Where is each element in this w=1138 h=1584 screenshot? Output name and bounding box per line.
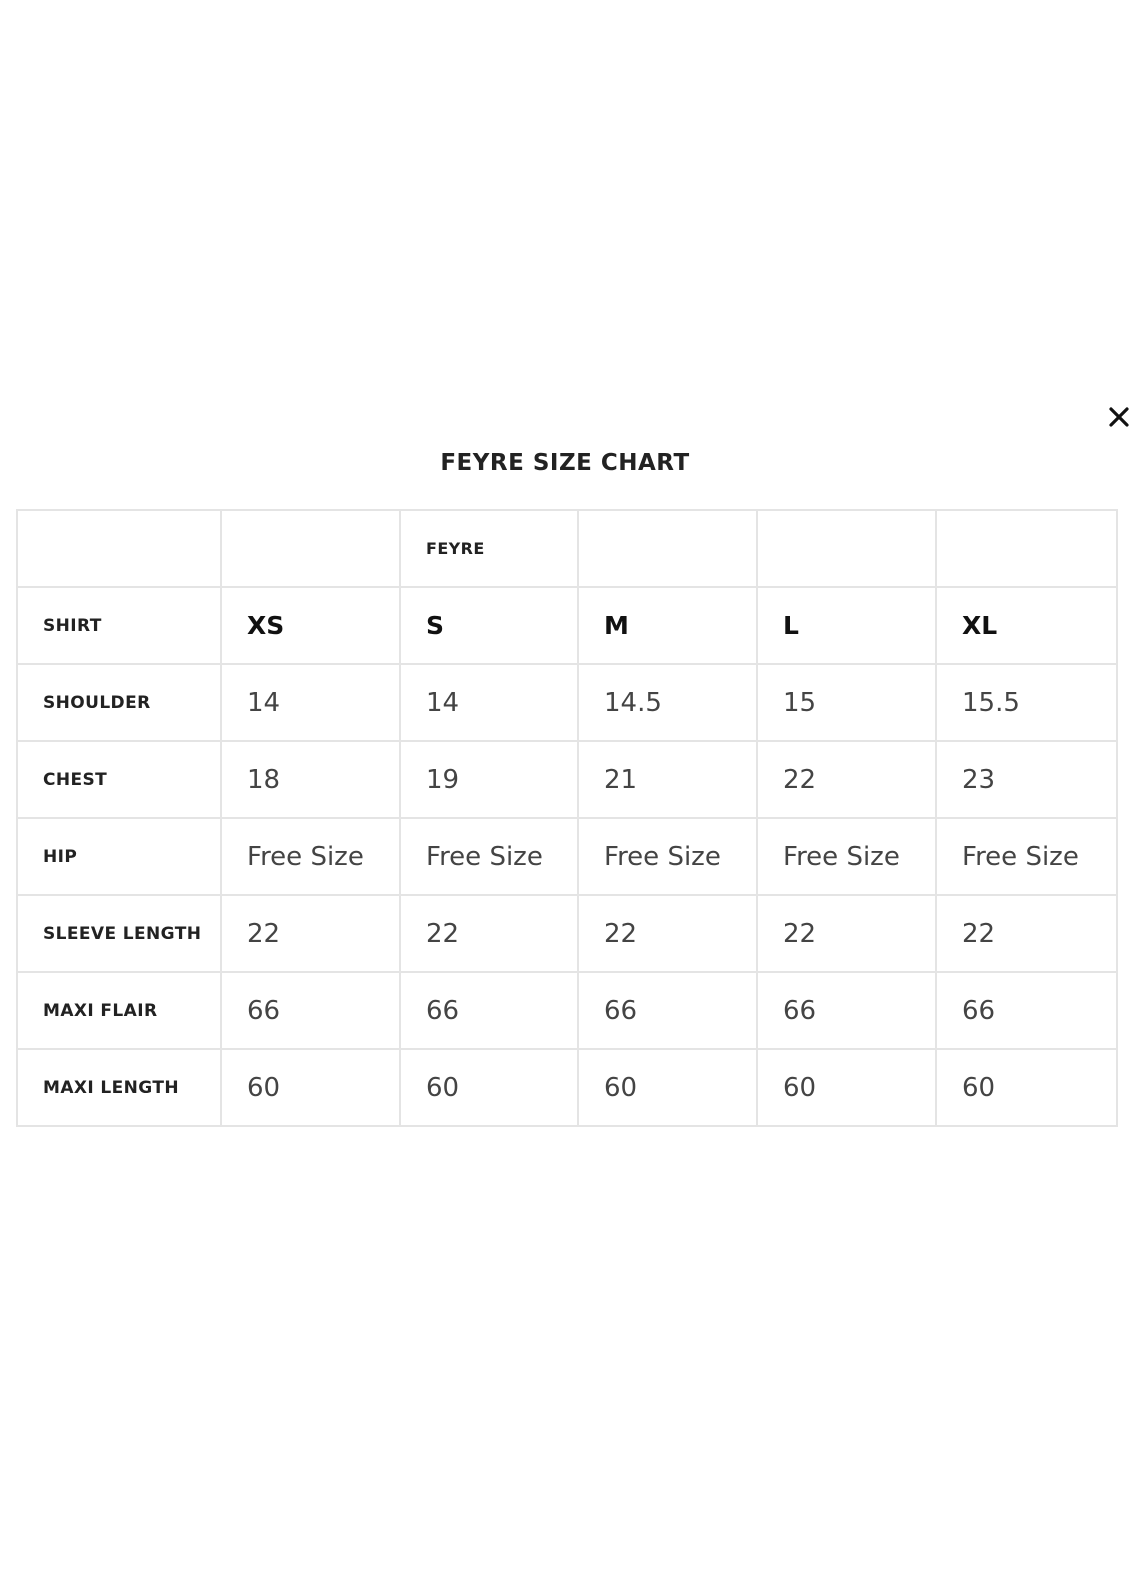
table-row xyxy=(17,1049,1117,1126)
value-cell xyxy=(757,972,936,1049)
size-label: XL xyxy=(962,611,998,640)
value-cell xyxy=(221,741,400,818)
value-cell xyxy=(578,1049,757,1126)
cell-value: 14.5 xyxy=(604,687,662,718)
empty-cell xyxy=(17,510,221,587)
cell-value: 66 xyxy=(783,995,817,1026)
cell-value: Free Size xyxy=(783,841,900,872)
empty-cell xyxy=(578,510,757,587)
size-header-row xyxy=(17,587,1117,664)
value-cell xyxy=(221,664,400,741)
value-cell xyxy=(578,818,757,895)
empty-cell xyxy=(936,510,1117,587)
row-label-cell xyxy=(17,664,221,741)
table-row xyxy=(17,818,1117,895)
row-label: CHEST xyxy=(43,769,108,790)
row-label-cell xyxy=(17,818,221,895)
close-button[interactable] xyxy=(1104,400,1134,434)
row-label-cell xyxy=(17,1049,221,1126)
empty-cell xyxy=(221,510,400,587)
value-cell xyxy=(757,1049,936,1126)
cell-value: 15.5 xyxy=(962,687,1020,718)
value-cell xyxy=(400,1049,578,1126)
value-cell xyxy=(936,895,1117,972)
brand-header-cell xyxy=(400,510,578,587)
brand-header: FEYRE xyxy=(426,539,485,558)
cell-value: 22 xyxy=(604,918,638,949)
cell-value: Free Size xyxy=(247,841,364,872)
cell-value: 60 xyxy=(604,1072,638,1103)
value-cell xyxy=(757,818,936,895)
value-cell xyxy=(578,664,757,741)
value-cell xyxy=(221,818,400,895)
value-cell xyxy=(757,664,936,741)
cell-value: 21 xyxy=(604,764,638,795)
value-cell xyxy=(400,895,578,972)
size-label: L xyxy=(783,611,799,640)
cell-value: 18 xyxy=(247,764,281,795)
value-cell xyxy=(221,895,400,972)
size-label: M xyxy=(604,611,629,640)
row-label: SLEEVE LENGTH xyxy=(43,923,202,944)
size-chart-table xyxy=(16,509,1118,1127)
value-cell xyxy=(936,972,1117,1049)
table-row xyxy=(17,972,1117,1049)
cell-value: 22 xyxy=(962,918,996,949)
cell-value: Free Size xyxy=(962,841,1079,872)
size-cell xyxy=(757,587,936,664)
cell-value: 22 xyxy=(783,764,817,795)
empty-cell xyxy=(757,510,936,587)
size-cell xyxy=(578,587,757,664)
row-label: MAXI FLAIR xyxy=(43,1000,158,1021)
cell-value: 60 xyxy=(783,1072,817,1103)
cell-value: 60 xyxy=(962,1072,996,1103)
cell-value: 23 xyxy=(962,764,996,795)
cell-value: 19 xyxy=(426,764,460,795)
page-title: FEYRE SIZE CHART xyxy=(440,450,690,476)
value-cell xyxy=(757,741,936,818)
value-cell xyxy=(936,1049,1117,1126)
value-cell xyxy=(400,972,578,1049)
size-cell xyxy=(400,587,578,664)
row-label-cell xyxy=(17,895,221,972)
cell-value: 66 xyxy=(247,995,281,1026)
close-icon xyxy=(1108,406,1130,428)
row-label-cell xyxy=(17,587,221,664)
cell-value: 14 xyxy=(426,687,460,718)
cell-value: 22 xyxy=(247,918,281,949)
table-row xyxy=(17,664,1117,741)
size-label: S xyxy=(426,611,445,640)
cell-value: 66 xyxy=(962,995,996,1026)
size-cell xyxy=(221,587,400,664)
cell-value: 60 xyxy=(426,1072,460,1103)
row-label: SHOULDER xyxy=(43,692,151,713)
value-cell xyxy=(221,1049,400,1126)
row-label: SHIRT xyxy=(43,615,102,636)
table-row xyxy=(17,895,1117,972)
cell-value: 15 xyxy=(783,687,817,718)
cell-value: 14 xyxy=(247,687,281,718)
value-cell xyxy=(400,664,578,741)
cell-value: 60 xyxy=(247,1072,281,1103)
value-cell xyxy=(400,818,578,895)
value-cell xyxy=(221,972,400,1049)
value-cell xyxy=(757,895,936,972)
cell-value: 22 xyxy=(426,918,460,949)
value-cell xyxy=(578,895,757,972)
size-label: XS xyxy=(247,611,285,640)
row-label-cell xyxy=(17,741,221,818)
value-cell xyxy=(578,741,757,818)
cell-value: 66 xyxy=(604,995,638,1026)
cell-value: Free Size xyxy=(604,841,721,872)
value-cell xyxy=(936,741,1117,818)
value-cell xyxy=(578,972,757,1049)
row-label: HIP xyxy=(43,846,78,867)
brand-row xyxy=(17,510,1117,587)
row-label: MAXI LENGTH xyxy=(43,1077,179,1098)
value-cell xyxy=(936,818,1117,895)
value-cell xyxy=(400,741,578,818)
table-row xyxy=(17,741,1117,818)
cell-value: Free Size xyxy=(426,841,543,872)
cell-value: 66 xyxy=(426,995,460,1026)
row-label-cell xyxy=(17,972,221,1049)
value-cell xyxy=(936,664,1117,741)
size-cell xyxy=(936,587,1117,664)
cell-value: 22 xyxy=(783,918,817,949)
